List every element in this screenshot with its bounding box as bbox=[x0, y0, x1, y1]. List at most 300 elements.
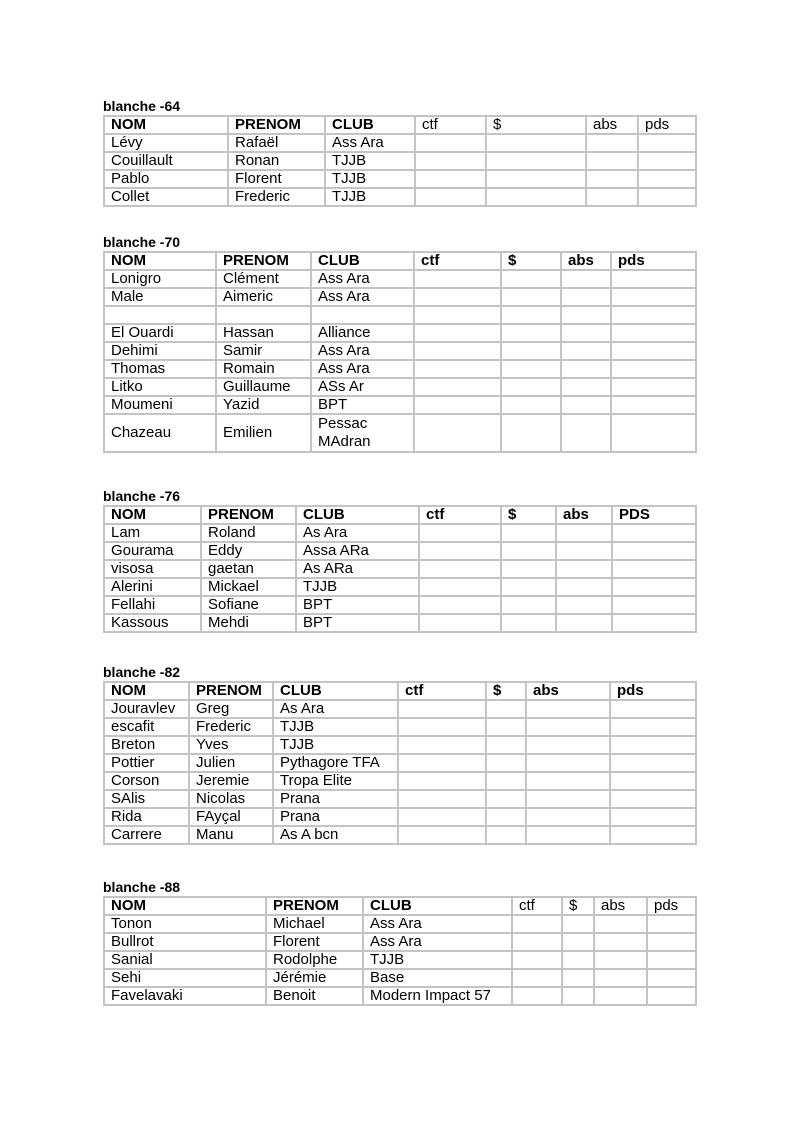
cell-dollar[interactable] bbox=[486, 772, 526, 790]
cell-abs[interactable] bbox=[561, 414, 611, 452]
cell-ctf[interactable] bbox=[419, 578, 501, 596]
cell-ctf[interactable] bbox=[414, 414, 501, 452]
cell-club: TJJB bbox=[296, 578, 419, 596]
cell-club: BPT bbox=[296, 596, 419, 614]
header-cell: pds bbox=[647, 897, 696, 915]
header-cell: NOM bbox=[104, 252, 216, 270]
cell-prenom: Jeremie bbox=[189, 772, 273, 790]
table-row bbox=[104, 324, 696, 342]
cell-pds[interactable] bbox=[611, 288, 696, 306]
cell-nom: Litko bbox=[104, 378, 216, 396]
cell-club: Ass Ara bbox=[311, 270, 414, 288]
cell-club: TJJB bbox=[273, 736, 398, 754]
cell-prenom: Yves bbox=[189, 736, 273, 754]
section-blanche-82 bbox=[103, 664, 695, 845]
cell-club: ASs Ar bbox=[311, 378, 414, 396]
cell-nom: Breton bbox=[104, 736, 189, 754]
cell-abs[interactable] bbox=[594, 933, 647, 951]
cell-nom: Tonon bbox=[104, 915, 266, 933]
table-row bbox=[104, 772, 696, 790]
cell-pds[interactable] bbox=[610, 772, 696, 790]
cell-prenom bbox=[216, 306, 311, 324]
cell-ctf[interactable] bbox=[512, 933, 562, 951]
cell-prenom: gaetan bbox=[201, 560, 296, 578]
table-row bbox=[104, 951, 696, 969]
cell-club: As A bcn bbox=[273, 826, 398, 844]
cell-abs[interactable] bbox=[594, 951, 647, 969]
section-blanche-88 bbox=[103, 879, 695, 1006]
header-cell: ctf bbox=[398, 682, 486, 700]
section-title: blanche -64 bbox=[103, 98, 181, 114]
cell-pds[interactable] bbox=[610, 790, 696, 808]
cell-ctf[interactable] bbox=[512, 987, 562, 1005]
cell-ctf[interactable] bbox=[414, 270, 501, 288]
cell-abs[interactable] bbox=[526, 772, 610, 790]
cell-nom: Moumeni bbox=[104, 396, 216, 414]
cell-nom: Male bbox=[104, 288, 216, 306]
cell-dollar[interactable] bbox=[501, 270, 561, 288]
cell-club: Ass Ara bbox=[311, 360, 414, 378]
cell-abs[interactable] bbox=[594, 987, 647, 1005]
cell-prenom: Frederic bbox=[189, 718, 273, 736]
cell-prenom: Guillaume bbox=[216, 378, 311, 396]
header-cell: abs bbox=[526, 682, 610, 700]
cell-dollar[interactable] bbox=[486, 718, 526, 736]
cell-nom: escafit bbox=[104, 718, 189, 736]
cell-ctf[interactable] bbox=[415, 188, 486, 206]
cell-pds[interactable] bbox=[647, 987, 696, 1005]
cell-nom: Corson bbox=[104, 772, 189, 790]
cell-pds[interactable] bbox=[647, 933, 696, 951]
cell-club: Ass Ara bbox=[363, 933, 512, 951]
table-row bbox=[104, 700, 696, 718]
cell-prenom: Roland bbox=[201, 524, 296, 542]
table-row bbox=[104, 152, 696, 170]
cell-prenom: Manu bbox=[189, 826, 273, 844]
cell-club: TJJB bbox=[325, 152, 415, 170]
cell-ctf[interactable] bbox=[398, 808, 486, 826]
table-row bbox=[104, 826, 696, 844]
cell-dollar[interactable] bbox=[486, 790, 526, 808]
cell-dollar[interactable] bbox=[562, 951, 594, 969]
cell-prenom: Frederic bbox=[228, 188, 325, 206]
cell-ctf[interactable] bbox=[398, 754, 486, 772]
header-cell: $ bbox=[486, 682, 526, 700]
cell-ctf[interactable] bbox=[415, 170, 486, 188]
cell-pds[interactable] bbox=[638, 188, 696, 206]
cell-dollar[interactable] bbox=[501, 306, 561, 324]
cell-club: TJJB bbox=[273, 718, 398, 736]
cell-pds[interactable] bbox=[612, 596, 696, 614]
cell-club: Ass Ara bbox=[311, 288, 414, 306]
cell-abs[interactable] bbox=[556, 560, 612, 578]
table-row bbox=[104, 578, 696, 596]
cell-dollar[interactable] bbox=[501, 524, 556, 542]
cell-nom: Fellahi bbox=[104, 596, 201, 614]
table-row bbox=[104, 288, 696, 306]
table-row bbox=[104, 170, 696, 188]
cell-nom: Pablo bbox=[104, 170, 228, 188]
cell-pds[interactable] bbox=[611, 270, 696, 288]
header-cell: $ bbox=[486, 116, 586, 134]
cell-club: Prana bbox=[273, 790, 398, 808]
cell-dollar[interactable] bbox=[501, 614, 556, 632]
cell-pds[interactable] bbox=[638, 134, 696, 152]
cell-ctf[interactable] bbox=[414, 306, 501, 324]
section-blanche-70 bbox=[103, 234, 695, 453]
cell-dollar[interactable] bbox=[501, 560, 556, 578]
header-cell: ctf bbox=[414, 252, 501, 270]
cell-prenom: Emilien bbox=[216, 414, 311, 452]
table-row bbox=[104, 560, 696, 578]
cell-dollar[interactable] bbox=[501, 578, 556, 596]
cell-nom: El Ouardi bbox=[104, 324, 216, 342]
cell-abs[interactable] bbox=[594, 915, 647, 933]
header-cell: pds bbox=[611, 252, 696, 270]
table-row bbox=[104, 414, 696, 452]
cell-abs[interactable] bbox=[586, 134, 638, 152]
header-cell: PDS bbox=[612, 506, 696, 524]
cell-club: Alliance bbox=[311, 324, 414, 342]
cell-nom: Favelavaki bbox=[104, 987, 266, 1005]
table-row bbox=[104, 360, 696, 378]
cell-abs[interactable] bbox=[556, 596, 612, 614]
cell-dollar[interactable] bbox=[486, 736, 526, 754]
header-row bbox=[104, 506, 696, 524]
cell-pds[interactable] bbox=[647, 951, 696, 969]
cell-prenom: Jérémie bbox=[266, 969, 363, 987]
cell-abs[interactable] bbox=[586, 188, 638, 206]
header-cell: NOM bbox=[104, 116, 228, 134]
cell-club: TJJB bbox=[325, 188, 415, 206]
cell-abs[interactable] bbox=[561, 360, 611, 378]
cell-nom bbox=[104, 306, 216, 324]
cell-prenom: Rafaël bbox=[228, 134, 325, 152]
cell-ctf[interactable] bbox=[414, 324, 501, 342]
cell-prenom: Aimeric bbox=[216, 288, 311, 306]
cell-abs[interactable] bbox=[586, 170, 638, 188]
cell-nom: Bullrot bbox=[104, 933, 266, 951]
cell-ctf[interactable] bbox=[419, 542, 501, 560]
cell-pds[interactable] bbox=[610, 718, 696, 736]
cell-dollar[interactable] bbox=[501, 378, 561, 396]
cell-dollar[interactable] bbox=[486, 808, 526, 826]
header-cell: PRENOM bbox=[201, 506, 296, 524]
table-row bbox=[104, 396, 696, 414]
cell-nom: Dehimi bbox=[104, 342, 216, 360]
header-cell: CLUB bbox=[311, 252, 414, 270]
cell-nom: Pottier bbox=[104, 754, 189, 772]
header-cell: CLUB bbox=[296, 506, 419, 524]
cell-pds[interactable] bbox=[611, 378, 696, 396]
cell-ctf[interactable] bbox=[398, 736, 486, 754]
cell-dollar[interactable] bbox=[486, 700, 526, 718]
cell-abs[interactable] bbox=[561, 396, 611, 414]
cell-nom: Rida bbox=[104, 808, 189, 826]
cell-club: Prana bbox=[273, 808, 398, 826]
header-cell: ctf bbox=[415, 116, 486, 134]
table-row bbox=[104, 718, 696, 736]
header-cell: PRENOM bbox=[216, 252, 311, 270]
cell-pds[interactable] bbox=[612, 578, 696, 596]
table-row bbox=[104, 342, 696, 360]
cell-pds[interactable] bbox=[612, 560, 696, 578]
cell-prenom: Romain bbox=[216, 360, 311, 378]
cell-dollar[interactable] bbox=[486, 754, 526, 772]
cell-nom: Collet bbox=[104, 188, 228, 206]
cell-pds[interactable] bbox=[612, 614, 696, 632]
cell-pds[interactable] bbox=[638, 170, 696, 188]
cell-nom: Sanial bbox=[104, 951, 266, 969]
cell-ctf[interactable] bbox=[419, 614, 501, 632]
cell-club: TJJB bbox=[363, 951, 512, 969]
cell-ctf[interactable] bbox=[398, 790, 486, 808]
cell-pds[interactable] bbox=[611, 342, 696, 360]
cell-abs[interactable] bbox=[526, 736, 610, 754]
cell-ctf[interactable] bbox=[512, 951, 562, 969]
cell-prenom: Florent bbox=[228, 170, 325, 188]
header-cell: pds bbox=[610, 682, 696, 700]
cell-ctf[interactable] bbox=[419, 524, 501, 542]
header-row bbox=[104, 897, 696, 915]
cell-pds[interactable] bbox=[611, 306, 696, 324]
table-row bbox=[104, 188, 696, 206]
table-row bbox=[104, 378, 696, 396]
cell-abs[interactable] bbox=[556, 614, 612, 632]
cell-nom: Gourama bbox=[104, 542, 201, 560]
cell-club: BPT bbox=[311, 396, 414, 414]
header-cell: abs bbox=[586, 116, 638, 134]
cell-abs[interactable] bbox=[561, 342, 611, 360]
cell-club: As Ara bbox=[296, 524, 419, 542]
cell-pds[interactable] bbox=[638, 152, 696, 170]
cell-pds[interactable] bbox=[612, 524, 696, 542]
header-cell: ctf bbox=[512, 897, 562, 915]
cell-club: TJJB bbox=[325, 170, 415, 188]
table-row bbox=[104, 270, 696, 288]
header-cell: NOM bbox=[104, 897, 266, 915]
cell-ctf[interactable] bbox=[414, 378, 501, 396]
header-cell: $ bbox=[562, 897, 594, 915]
cell-nom: Lévy bbox=[104, 134, 228, 152]
section-title: blanche -88 bbox=[103, 879, 181, 895]
cell-abs[interactable] bbox=[556, 542, 612, 560]
cell-pds[interactable] bbox=[611, 396, 696, 414]
cell-ctf[interactable] bbox=[512, 915, 562, 933]
section-title: blanche -76 bbox=[103, 488, 181, 504]
table-row bbox=[104, 614, 696, 632]
cell-dollar[interactable] bbox=[501, 324, 561, 342]
header-row bbox=[104, 116, 696, 134]
cell-dollar[interactable] bbox=[501, 414, 561, 452]
cell-abs[interactable] bbox=[526, 808, 610, 826]
cell-pds[interactable] bbox=[611, 324, 696, 342]
cell-dollar[interactable] bbox=[486, 170, 586, 188]
header-cell: abs bbox=[561, 252, 611, 270]
cell-prenom: Mickael bbox=[201, 578, 296, 596]
cell-nom: visosa bbox=[104, 560, 201, 578]
cell-dollar[interactable] bbox=[486, 826, 526, 844]
cell-pds[interactable] bbox=[610, 808, 696, 826]
table-row bbox=[104, 915, 696, 933]
cell-ctf[interactable] bbox=[419, 560, 501, 578]
cell-abs[interactable] bbox=[561, 306, 611, 324]
section-title: blanche -82 bbox=[103, 664, 181, 680]
header-cell: abs bbox=[556, 506, 612, 524]
cell-prenom: Ronan bbox=[228, 152, 325, 170]
cell-pds[interactable] bbox=[612, 542, 696, 560]
cell-dollar[interactable] bbox=[562, 969, 594, 987]
cell-dollar[interactable] bbox=[501, 342, 561, 360]
cell-abs[interactable] bbox=[594, 969, 647, 987]
cell-club: Ass Ara bbox=[363, 915, 512, 933]
cell-abs[interactable] bbox=[526, 754, 610, 772]
cell-ctf[interactable] bbox=[415, 152, 486, 170]
cell-dollar[interactable] bbox=[501, 288, 561, 306]
cell-pds[interactable] bbox=[647, 915, 696, 933]
header-cell: pds bbox=[638, 116, 696, 134]
cell-pds[interactable] bbox=[610, 700, 696, 718]
section-blanche-76 bbox=[103, 488, 695, 633]
cell-prenom: Clément bbox=[216, 270, 311, 288]
cell-ctf[interactable] bbox=[414, 288, 501, 306]
cell-club: As ARa bbox=[296, 560, 419, 578]
table-row bbox=[104, 969, 696, 987]
table-row bbox=[104, 596, 696, 614]
table-row bbox=[104, 134, 696, 152]
header-cell: $ bbox=[501, 506, 556, 524]
table-row bbox=[104, 987, 696, 1005]
cell-pds[interactable] bbox=[611, 360, 696, 378]
cell-pds[interactable] bbox=[611, 414, 696, 452]
header-cell: $ bbox=[501, 252, 561, 270]
results-table bbox=[103, 251, 697, 453]
cell-ctf[interactable] bbox=[414, 342, 501, 360]
cell-dollar[interactable] bbox=[501, 396, 561, 414]
cell-prenom: Florent bbox=[266, 933, 363, 951]
cell-pds[interactable] bbox=[610, 754, 696, 772]
cell-prenom: Mehdi bbox=[201, 614, 296, 632]
cell-abs[interactable] bbox=[526, 790, 610, 808]
cell-abs[interactable] bbox=[561, 324, 611, 342]
cell-nom: SAlis bbox=[104, 790, 189, 808]
cell-dollar[interactable] bbox=[501, 542, 556, 560]
cell-club: Modern Impact 57 bbox=[363, 987, 512, 1005]
cell-nom: Sehi bbox=[104, 969, 266, 987]
cell-pds[interactable] bbox=[647, 969, 696, 987]
cell-prenom: Samir bbox=[216, 342, 311, 360]
cell-dollar[interactable] bbox=[501, 360, 561, 378]
table-row bbox=[104, 933, 696, 951]
cell-dollar[interactable] bbox=[562, 915, 594, 933]
cell-prenom: Julien bbox=[189, 754, 273, 772]
table-row bbox=[104, 542, 696, 560]
cell-dollar[interactable] bbox=[486, 188, 586, 206]
cell-club: As Ara bbox=[273, 700, 398, 718]
header-cell: CLUB bbox=[325, 116, 415, 134]
cell-club: Ass Ara bbox=[311, 342, 414, 360]
cell-club: Tropa Elite bbox=[273, 772, 398, 790]
results-table bbox=[103, 681, 697, 845]
header-cell: ctf bbox=[419, 506, 501, 524]
cell-club: Ass Ara bbox=[325, 134, 415, 152]
cell-club: Base bbox=[363, 969, 512, 987]
cell-dollar[interactable] bbox=[486, 152, 586, 170]
cell-abs[interactable] bbox=[561, 270, 611, 288]
cell-nom: Kassous bbox=[104, 614, 201, 632]
section-title: blanche -70 bbox=[103, 234, 181, 250]
table-row bbox=[104, 524, 696, 542]
cell-prenom: Yazid bbox=[216, 396, 311, 414]
cell-club: Pessac MAdran bbox=[311, 414, 414, 452]
cell-dollar[interactable] bbox=[562, 987, 594, 1005]
cell-club: BPT bbox=[296, 614, 419, 632]
cell-ctf[interactable] bbox=[414, 396, 501, 414]
cell-ctf[interactable] bbox=[415, 134, 486, 152]
table-row bbox=[104, 754, 696, 772]
cell-nom: Thomas bbox=[104, 360, 216, 378]
cell-abs[interactable] bbox=[556, 578, 612, 596]
cell-prenom: Michael bbox=[266, 915, 363, 933]
header-cell: NOM bbox=[104, 506, 201, 524]
cell-abs[interactable] bbox=[526, 718, 610, 736]
header-cell: CLUB bbox=[363, 897, 512, 915]
cell-prenom: Nicolas bbox=[189, 790, 273, 808]
cell-nom: Lam bbox=[104, 524, 201, 542]
results-table bbox=[103, 505, 697, 633]
cell-dollar[interactable] bbox=[501, 596, 556, 614]
cell-ctf[interactable] bbox=[398, 826, 486, 844]
cell-nom: Alerini bbox=[104, 578, 201, 596]
cell-prenom: FAyçal bbox=[189, 808, 273, 826]
cell-ctf[interactable] bbox=[398, 772, 486, 790]
results-table bbox=[103, 896, 697, 1006]
cell-prenom: Rodolphe bbox=[266, 951, 363, 969]
cell-ctf[interactable] bbox=[398, 718, 486, 736]
header-cell: NOM bbox=[104, 682, 189, 700]
cell-nom: Lonigro bbox=[104, 270, 216, 288]
cell-pds[interactable] bbox=[610, 826, 696, 844]
cell-club bbox=[311, 306, 414, 324]
section-blanche-64 bbox=[103, 98, 695, 207]
header-cell: PRENOM bbox=[228, 116, 325, 134]
cell-ctf[interactable] bbox=[414, 360, 501, 378]
cell-ctf[interactable] bbox=[419, 596, 501, 614]
cell-pds[interactable] bbox=[610, 736, 696, 754]
header-cell: abs bbox=[594, 897, 647, 915]
results-table bbox=[103, 115, 697, 207]
cell-dollar[interactable] bbox=[486, 134, 586, 152]
cell-prenom: Benoit bbox=[266, 987, 363, 1005]
cell-abs[interactable] bbox=[586, 152, 638, 170]
cell-abs[interactable] bbox=[561, 378, 611, 396]
cell-abs[interactable] bbox=[561, 288, 611, 306]
header-row bbox=[104, 252, 696, 270]
cell-ctf[interactable] bbox=[398, 700, 486, 718]
cell-dollar[interactable] bbox=[562, 933, 594, 951]
cell-prenom: Hassan bbox=[216, 324, 311, 342]
cell-prenom: Sofiane bbox=[201, 596, 296, 614]
table-row bbox=[104, 808, 696, 826]
cell-ctf[interactable] bbox=[512, 969, 562, 987]
cell-nom: Chazeau bbox=[104, 414, 216, 452]
cell-abs[interactable] bbox=[526, 700, 610, 718]
cell-abs[interactable] bbox=[526, 826, 610, 844]
cell-abs[interactable] bbox=[556, 524, 612, 542]
table-row bbox=[104, 790, 696, 808]
table-row bbox=[104, 306, 696, 324]
cell-club: Pythagore TFA bbox=[273, 754, 398, 772]
